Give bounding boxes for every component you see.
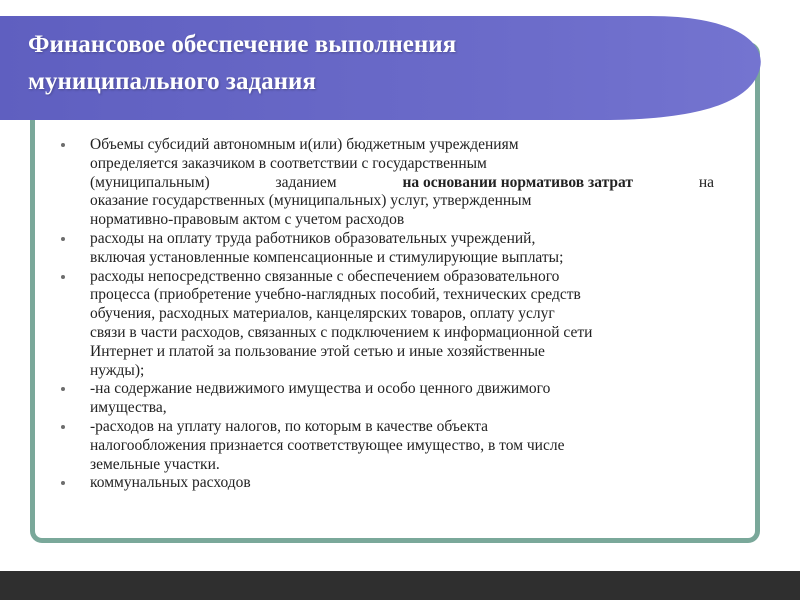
bullet-dot-icon xyxy=(61,481,65,485)
list-item-line: Интернет и платой за пользование этой сетью и иные хозяйственные xyxy=(90,342,545,360)
list-item-line: коммунальных расходов xyxy=(90,474,251,492)
list-item-line: расходы на оплату труда работников образовательных учреждений, xyxy=(90,229,536,247)
bottom-bar xyxy=(0,571,800,600)
list-item-line: процесса (приобретение учебно-наглядных пособий, технических средств xyxy=(90,286,581,304)
list-item-bold-segment: на основании нормативов затрат xyxy=(402,173,633,191)
list-item-text-segment: на xyxy=(698,173,714,191)
list-item-line: нужды); xyxy=(90,361,145,379)
list-item-line: оказание государственных (муниципальных) услуг, утвержденным xyxy=(90,192,532,210)
list-item-text-segment: заданием xyxy=(275,173,337,191)
list-item-line: обучения, расходных материалов, канцелярских товаров, оплату услуг xyxy=(90,305,555,323)
list-item xyxy=(54,418,734,474)
bullet-dot-icon xyxy=(61,143,65,147)
slide-title-line-2: муниципального задания xyxy=(28,68,316,95)
list-item xyxy=(54,136,734,230)
list-item xyxy=(54,268,734,381)
bullet-dot-icon xyxy=(61,387,65,391)
list-item-line xyxy=(90,174,714,193)
list-item-line: связи в части расходов, связанных с подключением к информационной сети xyxy=(90,323,593,341)
list-item xyxy=(54,474,734,493)
slide-title xyxy=(28,26,668,100)
list-item-line: нормативно-правовым актом с учетом расходов xyxy=(90,211,405,229)
list-item-line: земельные участки. xyxy=(90,455,220,473)
list-item-line: -на содержание недвижимого имущества и особо ценного движимого xyxy=(90,380,551,398)
bullet-dot-icon xyxy=(61,237,65,241)
list-item-line: определяется заказчиком в соответствии с государственным xyxy=(90,154,487,172)
list-item xyxy=(54,230,734,268)
bullet-list xyxy=(54,136,734,493)
list-item-line: имущества, xyxy=(90,399,167,417)
list-item-line: Объемы субсидий автономным и(или) бюджетным учреждениям xyxy=(90,136,519,153)
bullet-dot-icon xyxy=(61,275,65,279)
list-item-line: -расходов на уплату налогов, по которым в качестве объекта xyxy=(90,417,488,435)
list-item-line: налогообложения признается соответствующее имущество, в том числе xyxy=(90,436,565,454)
slide-title-line-1: Финансовое обеспечение выполнения xyxy=(28,31,457,58)
list-item xyxy=(54,380,734,418)
list-item-line: включая установленные компенсационные и стимулирующие выплаты; xyxy=(90,248,564,266)
bullet-dot-icon xyxy=(61,425,65,429)
list-item-line: расходы непосредственно связанные с обеспечением образовательного xyxy=(90,267,560,285)
list-item-text-segment: (муниципальным) xyxy=(90,173,210,191)
